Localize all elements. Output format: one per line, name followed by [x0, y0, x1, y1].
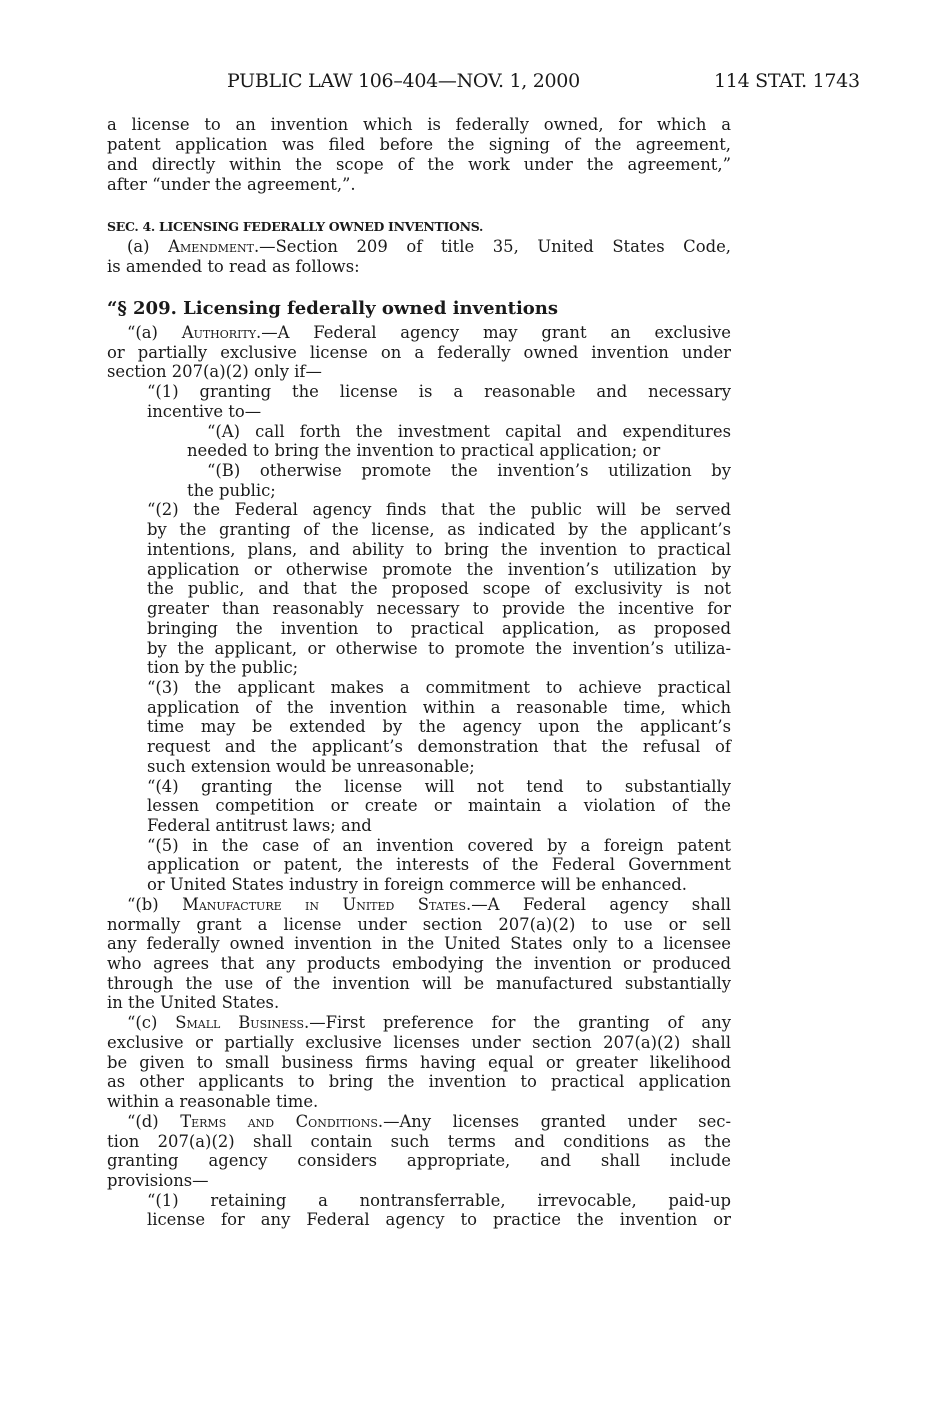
text-line: or partially exclusive license on a federally owned invention under	[107, 343, 731, 362]
text-line: in the United States.	[107, 993, 280, 1012]
text-line: “(1) granting the license is a reasonable and necessary	[147, 382, 731, 401]
text-line: through the use of the invention will be manufactured substantially	[107, 974, 731, 993]
text-line: time may be extended by the agency upon the applicant’s	[147, 717, 731, 736]
paragraph-designator: “(c)	[127, 1013, 176, 1032]
text-line	[127, 237, 731, 257]
text-line: “(A) call forth the investment capital and expenditures	[207, 422, 731, 441]
text-line: by the granting of the license, as indicated by the applicant’s	[147, 520, 731, 539]
text-line: intentions, plans, and ability to bring the invention to practical	[147, 540, 731, 559]
text-line: license for any Federal agency to practice the invention or	[147, 1210, 731, 1229]
text-line	[127, 323, 731, 343]
text-line: needed to bring the invention to practical application; or	[187, 441, 661, 460]
text-line: by the applicant, or otherwise to promote the invention’s utiliza-	[147, 639, 731, 658]
running-header-title: PUBLIC LAW 106–404—NOV. 1, 2000	[227, 70, 580, 92]
paragraph-caption: Amendment	[168, 237, 254, 256]
text-line: and directly within the scope of the work under the agreement,”	[107, 155, 731, 174]
text-line: who agrees that any products embodying the invention or produced	[107, 954, 731, 973]
paragraph-caption: Authority	[181, 323, 257, 342]
line-text: .—First preference for the granting of any	[303, 1013, 732, 1032]
text-line: as other applicants to bring the invention to practical application	[107, 1072, 731, 1091]
text-line: “(4) granting the license will not tend to substantially	[147, 777, 731, 796]
text-line: request and the applicant’s demonstration that the refusal of	[147, 737, 731, 756]
text-line: the public;	[187, 481, 276, 500]
text-line: application of the invention within a reasonable time, which	[147, 698, 731, 717]
paragraph-caption: Terms and Conditions	[180, 1112, 378, 1131]
text-line: “(2) the Federal agency finds that the public will be served	[147, 500, 731, 519]
text-line: a license to an invention which is federally owned, for which a	[107, 115, 731, 134]
line-text: .—A Federal agency shall	[465, 895, 732, 914]
text-line	[127, 1112, 731, 1132]
paragraph-caption: Manufacture in United States	[182, 895, 466, 914]
text-line	[127, 1013, 731, 1033]
text-line: granting agency considers appropriate, and shall include	[107, 1151, 731, 1170]
text-line: Federal antitrust laws; and	[147, 816, 372, 835]
section-209-heading: “§ 209. Licensing federally owned inventions	[107, 298, 559, 319]
line-text: .—Section 209 of title 35, United States Code,	[253, 237, 731, 256]
text-line: exclusive or partially exclusive licenses under section 207(a)(2) shall	[107, 1033, 731, 1052]
paragraph-designator: “(b)	[127, 895, 183, 914]
text-line: “(1) retaining a nontransferrable, irrevocable, paid-up	[147, 1191, 731, 1210]
text-line: within a reasonable time.	[107, 1092, 319, 1111]
text-line: normally grant a license under section 207(a)(2) to use or sell	[107, 915, 731, 934]
section-heading: SEC. 4. LICENSING FEDERALLY OWNED INVENTIONS.	[107, 219, 484, 234]
text-line	[127, 895, 731, 915]
text-line: tion 207(a)(2) shall contain such terms and conditions as the	[107, 1132, 731, 1151]
text-line: “(B) otherwise promote the invention’s utilization by	[207, 461, 731, 480]
text-line: be given to small business firms having equal or greater likelihood	[107, 1053, 731, 1072]
paragraph-designator: “(a)	[127, 323, 182, 342]
text-line: greater than reasonably necessary to provide the incentive for	[147, 599, 731, 618]
text-line: or United States industry in foreign commerce will be enhanced.	[147, 875, 687, 894]
line-text: .—Any licenses granted under sec-	[377, 1112, 732, 1131]
line-text: .—A Federal agency may grant an exclusive	[256, 323, 731, 342]
text-line: application or patent, the interests of the Federal Government	[147, 855, 731, 874]
text-line: patent application was filed before the signing of the agreement,	[107, 135, 731, 154]
text-line: lessen competition or create or maintain a violation of the	[147, 796, 731, 815]
text-line: provisions—	[107, 1171, 209, 1190]
text-line: tion by the public;	[147, 658, 299, 677]
text-line: such extension would be unreasonable;	[147, 757, 475, 776]
text-line: “(3) the applicant makes a commitment to achieve practical	[147, 678, 731, 697]
paragraph-designator: (a)	[127, 237, 169, 256]
text-line: application or otherwise promote the invention’s utilization by	[147, 560, 731, 579]
paragraph-designator: “(d)	[127, 1112, 181, 1131]
text-line: section 207(a)(2) only if—	[107, 362, 322, 381]
text-line: the public, and that the proposed scope of exclusivity is not	[147, 579, 731, 598]
text-line: any federally owned invention in the United States only to a licensee	[107, 934, 731, 953]
paragraph-caption: Small Business	[175, 1013, 304, 1032]
text-line: is amended to read as follows:	[107, 257, 360, 276]
text-line: incentive to—	[147, 402, 262, 421]
text-line: “(5) in the case of an invention covered by a foreign patent	[147, 836, 731, 855]
text-line: bringing the invention to practical application, as proposed	[147, 619, 731, 638]
text-line: after “under the agreement,”.	[107, 175, 356, 194]
statute-page-number: 114 STAT. 1743	[714, 70, 860, 92]
